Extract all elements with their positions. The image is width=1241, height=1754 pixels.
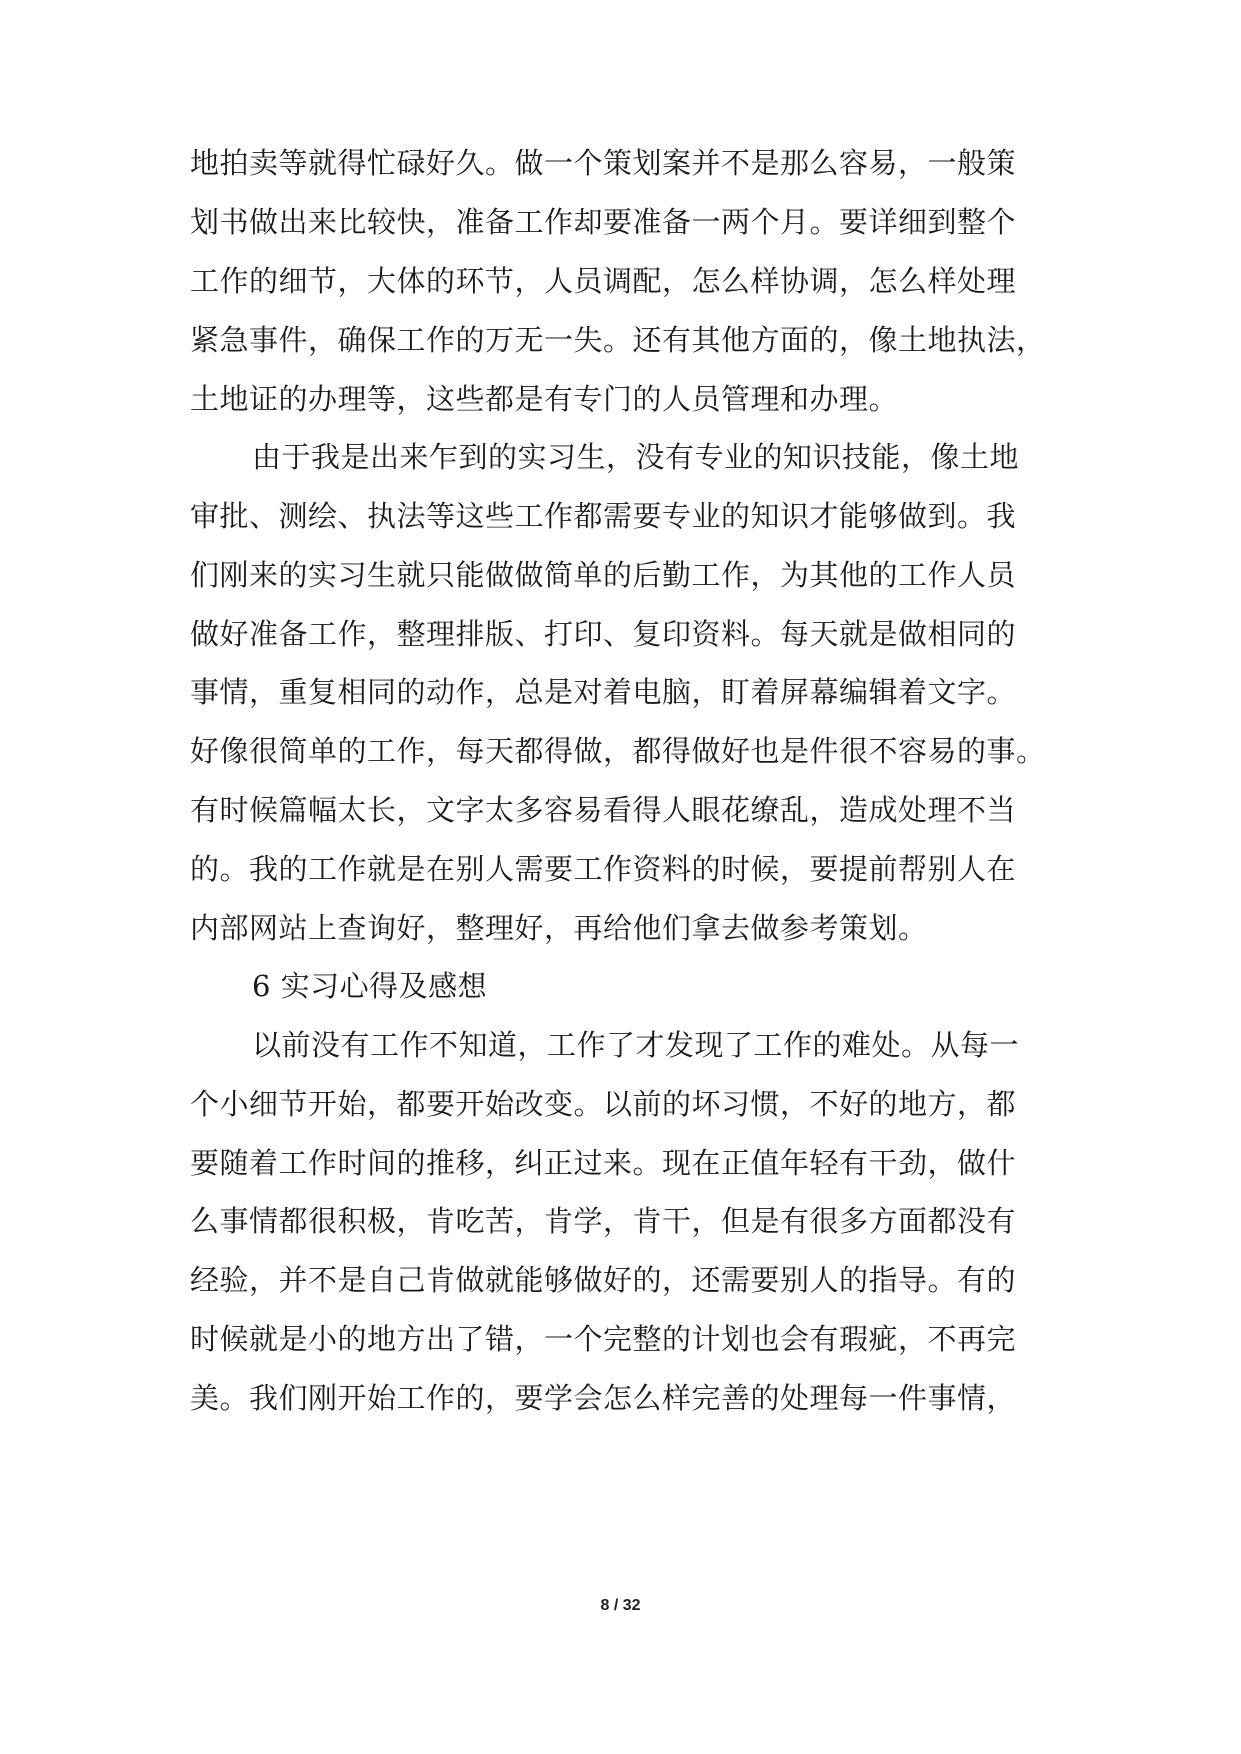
paragraph-1-line-5: 土地证的办理等，这些都是有专门的人员管理和办理。 [190, 382, 899, 416]
paragraph-1-line-4: 紧急事件，确保工作的万无一失。还有其他方面的，像土地执法， [190, 323, 1046, 357]
paragraph-2-line-3: 们刚来的实习生就只能做做简单的后勤工作，为其他的工作人员 [190, 558, 1017, 592]
paragraph-2-line-6: 好像很简单的工作，每天都得做，都得做好也是件很不容易的事。 [190, 734, 1046, 768]
paragraph-2-line-5: 事情，重复相同的动作，总是对着电脑，盯着屏幕编辑着文字。 [190, 675, 1017, 709]
section-heading: 6 实习心得及感想 [252, 969, 488, 1003]
paragraph-3-line-4: 么事情都很积极，肯吃苦，肯学，肯干，但是有很多方面都没有 [190, 1204, 1017, 1238]
paragraph-2-line-9: 内部网站上查询好，整理好，再给他们拿去做参考策划。 [190, 911, 928, 945]
paragraph-3-line-1: 以前没有工作不知道，工作了才发现了工作的难处。从每一 [252, 1028, 1020, 1062]
paragraph-3-line-3: 要随着工作时间的推移，纠正过来。现在正值年轻有干劲，做什 [190, 1146, 1017, 1180]
paragraph-3-line-5: 经验，并不是自己肯做就能够做好的，还需要别人的指导。有的 [190, 1263, 1017, 1297]
paragraph-2-line-7: 有时候篇幅太长，文字太多容易看得人眼花缭乱，造成处理不当 [190, 793, 1017, 827]
paragraph-2-line-4: 做好准备工作，整理排版、打印、复印资料。每天就是做相同的 [190, 617, 1017, 651]
paragraph-3-line-2: 个小细节开始，都要开始改变。以前的坏习惯，不好的地方，都 [190, 1087, 1017, 1121]
paragraph-2-line-1: 由于我是出来乍到的实习生，没有专业的知识技能，像土地 [252, 440, 1020, 474]
paragraph-1-line-1: 地拍卖等就得忙碌好久。做一个策划案并不是那么容易，一般策 [190, 146, 1017, 180]
paragraph-1-line-3: 工作的细节，大体的环节，人员调配，怎么样协调，怎么样处理 [190, 264, 1017, 298]
page-number: 8 / 32 [600, 1597, 641, 1614]
paragraph-3-line-6: 时候就是小的地方出了错，一个完整的计划也会有瑕疵，不再完 [190, 1322, 1017, 1356]
paragraph-2-line-8: 的。我的工作就是在别人需要工作资料的时候，要提前帮别人在 [190, 852, 1017, 886]
paragraph-1-line-2: 划书做出来比较快，准备工作却要准备一两个月。要详细到整个 [190, 205, 1017, 239]
paragraph-2-line-2: 审批、测绘、执法等这些工作都需要专业的知识才能够做到。我 [190, 499, 1017, 533]
paragraph-3-line-7: 美。我们刚开始工作的，要学会怎么样完善的处理每一件事情， [190, 1381, 1017, 1415]
